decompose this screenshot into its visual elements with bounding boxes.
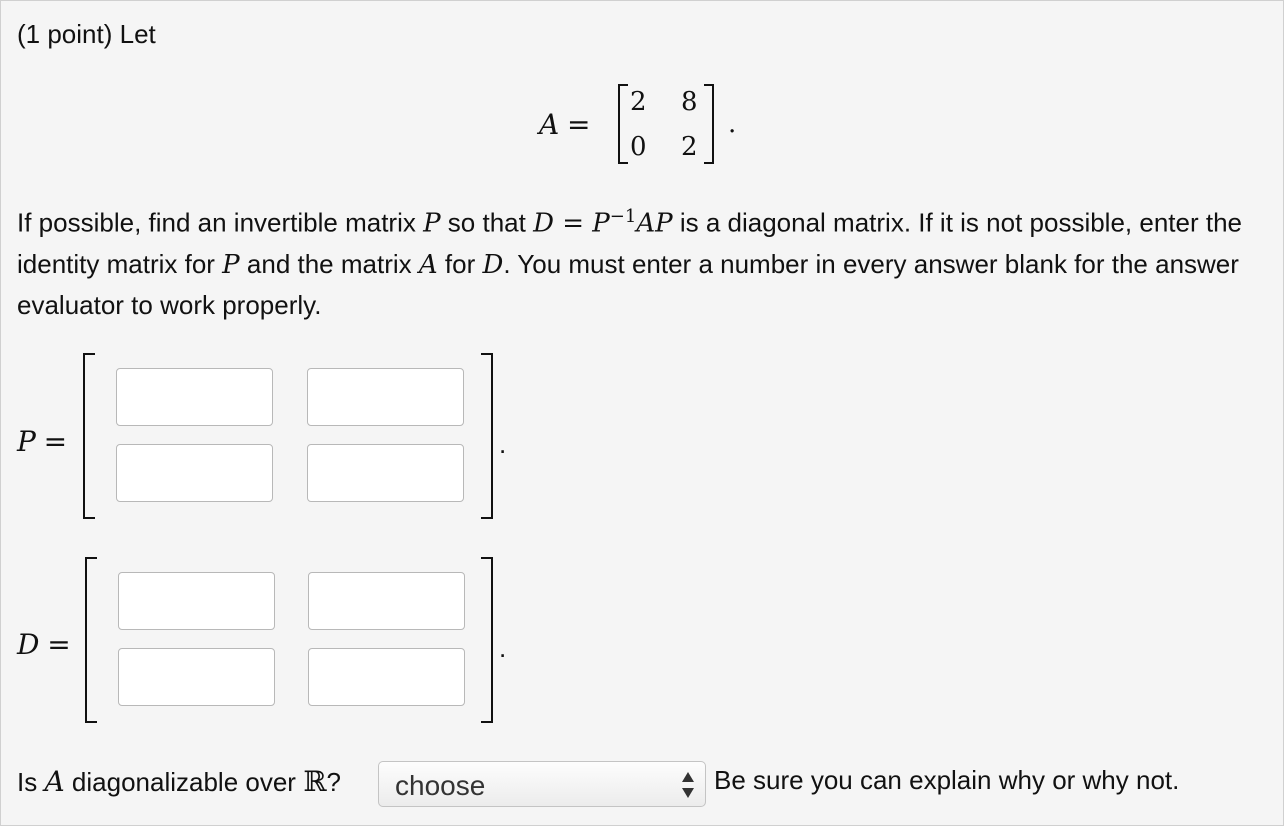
matrix-a-entry: 2	[630, 87, 647, 117]
matrix-a-right-bracket	[704, 84, 714, 164]
answer-d-cell-1-2[interactable]	[308, 572, 465, 630]
answer-d-lhs: D =	[17, 628, 71, 661]
matrix-a-period: .	[728, 109, 737, 139]
matrix-a-entry: 8	[681, 87, 698, 117]
answer-d-period: .	[499, 633, 507, 663]
answer-p-left-bracket	[83, 353, 95, 519]
question-note: Be sure you can explain why or why not.	[714, 765, 1180, 795]
answer-d-cell-2-2[interactable]	[308, 648, 465, 706]
matrix-a-lhs: A =	[539, 108, 591, 141]
matrix-a-left-bracket	[618, 84, 628, 164]
problem-intro: (1 point) Let	[17, 19, 156, 49]
answer-p-cell-2-2[interactable]	[307, 444, 464, 502]
answer-p-cell-2-1[interactable]	[116, 444, 273, 502]
answer-d-cell-1-1[interactable]	[118, 572, 275, 630]
answer-p-cell-1-1[interactable]	[116, 368, 273, 426]
problem-description: If possible, find an invertible matrix P so that $D = P^{-1}AP$ is a diagonal matrix. If it is not possible, enter the identity matrix for P and the matrix A for D. You must enter a number in every answer blank for the answer evaluator to work properly.	[17, 206, 1242, 320]
diagonalizable-select[interactable]	[378, 761, 706, 807]
matrix-a-entry: 2	[681, 132, 698, 162]
question-text: Is A diagonalizable over ℝ?	[17, 765, 341, 798]
answer-p-cell-1-2[interactable]	[307, 368, 464, 426]
answer-d-left-bracket	[85, 557, 97, 723]
answer-p-right-bracket	[481, 353, 493, 519]
matrix-a-entry: 0	[630, 132, 647, 162]
answer-d-right-bracket	[481, 557, 493, 723]
answer-d-cell-2-1[interactable]	[118, 648, 275, 706]
select-updown-icon	[681, 769, 695, 801]
answer-p-lhs: P =	[17, 425, 68, 458]
answer-p-period: .	[499, 429, 507, 459]
select-value: choose	[395, 770, 486, 801]
